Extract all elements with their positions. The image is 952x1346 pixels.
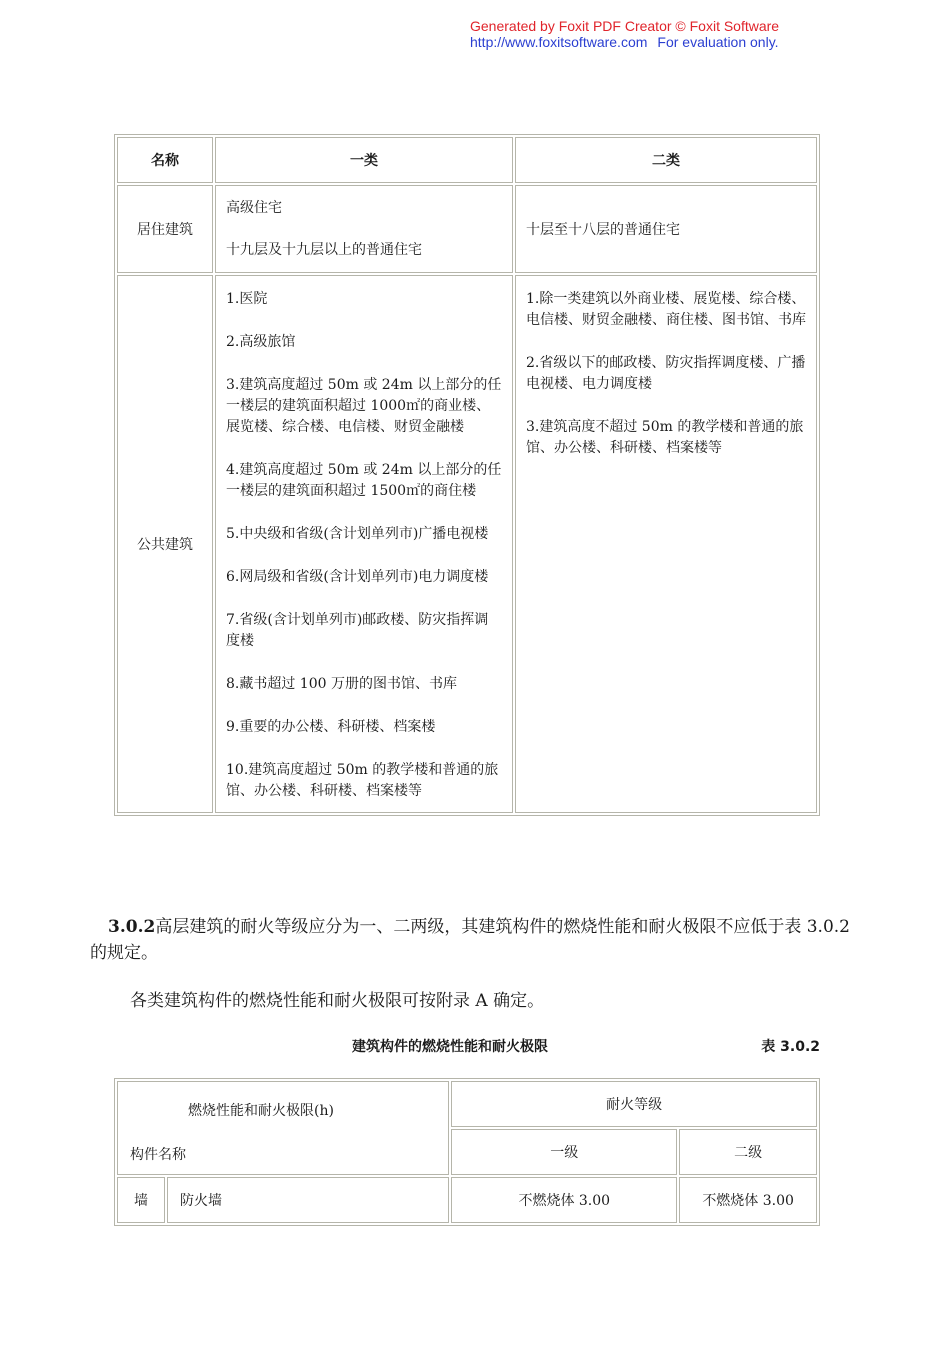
table2-corner-cell: [117, 1081, 449, 1175]
watermark-line2: [470, 34, 850, 50]
grade1-header: 一级: [451, 1129, 677, 1175]
table2-header-row: [117, 1081, 817, 1127]
residential-class1-item: 十九层及十九层以上的普通住宅: [226, 242, 422, 258]
public-class1-item: 10.建筑高度超过 50m 的教学楼和普通的旅馆、办公楼、科研楼、档案楼等: [226, 762, 499, 799]
table1-header-row: [117, 137, 817, 183]
public-class2-item: 3.建筑高度不超过 50m 的教学楼和普通的旅馆、办公楼、科研楼、档案楼等: [526, 419, 804, 456]
clause-paragraph: [90, 914, 860, 966]
public-class2-item: 2.省级以下的邮政楼、防灾指挥调度楼、广播电视楼、电力调度楼: [526, 355, 806, 392]
member-group: 墙: [117, 1177, 165, 1223]
residential-class2: 十层至十八层的普通住宅: [515, 185, 817, 273]
building-classification-table: [114, 134, 820, 816]
public-class1-item: 5.中央级和省级(含计划单列市)广播电视楼: [226, 526, 489, 542]
public-class1: [215, 275, 513, 813]
clause-number: 3.0.2: [108, 917, 156, 937]
watermark-line1: Generated by Foxit PDF Creator © Foxit Software: [470, 18, 780, 34]
residential-class1: [215, 185, 513, 273]
fire-resistance-table: [114, 1078, 820, 1226]
header-class1: 一类: [215, 137, 513, 183]
public-class2-item: 1.除一类建筑以外商业楼、展览楼、综合楼、电信楼、财贸金融楼、商住楼、图书馆、书库: [526, 291, 806, 328]
watermark-note: For evaluation only.: [657, 34, 779, 50]
grade2-header: 二级: [679, 1129, 817, 1175]
public-name: 公共建筑: [117, 275, 213, 813]
residential-row: [117, 185, 817, 273]
table-caption-title: 建筑构件的燃烧性能和耐火极限: [352, 1039, 548, 1055]
corner-member-label: 构件名称: [130, 1147, 186, 1163]
watermark-url[interactable]: http://www.foxitsoftware.com: [470, 34, 648, 50]
public-class1-item: 8.藏书超过 100 万册的图书馆、书库: [226, 676, 457, 692]
public-class2: [515, 275, 817, 813]
public-class1-item: 7.省级(含计划单列市)邮政楼、防灾指挥调度楼: [226, 612, 489, 649]
public-class1-item: 4.建筑高度超过 50m 或 24m 以上部分的任一楼层的建筑面积超过 1500㎡的商住楼: [226, 462, 502, 499]
public-class1-item: 2.高级旅馆: [226, 334, 296, 350]
public-class1-item: 9.重要的办公楼、科研楼、档案楼: [226, 719, 436, 735]
header-class2: 二类: [515, 137, 817, 183]
table-caption: [114, 1036, 820, 1056]
header-name: 名称: [117, 137, 213, 183]
public-row: [117, 275, 817, 813]
grade1-value: 不燃烧体 3.00: [451, 1177, 677, 1223]
public-class1-item: 1.医院: [226, 291, 268, 307]
member-name: 防火墙: [167, 1177, 449, 1223]
table-caption-number: 表 3.0.2: [761, 1039, 820, 1055]
corner-performance-label: 燃烧性能和耐火极限(h): [188, 1103, 334, 1119]
evaluation-watermark: [470, 18, 850, 50]
grade2-value: 不燃烧体 3.00: [679, 1177, 817, 1223]
appendix-note: 各类建筑构件的燃烧性能和耐火极限可按附录 A 确定。: [130, 991, 545, 1011]
residential-name: 居住建筑: [117, 185, 213, 273]
public-class1-item: 3.建筑高度超过 50m 或 24m 以上部分的任一楼层的建筑面积超过 1000㎡的商业楼、展览楼、综合楼、电信楼、财贸金融楼: [226, 377, 502, 435]
residential-class1-item: 高级住宅: [226, 200, 282, 216]
clause-text: 高层建筑的耐火等级应分为一、二两级，其建筑构件的燃烧性能和耐火极限不应低于表 3.0.2 的规定。: [90, 917, 850, 963]
public-class1-item: 6.网局级和省级(含计划单列市)电力调度楼: [226, 569, 489, 585]
fire-rating-header: 耐火等级: [451, 1081, 817, 1127]
table-row: [117, 1177, 817, 1223]
